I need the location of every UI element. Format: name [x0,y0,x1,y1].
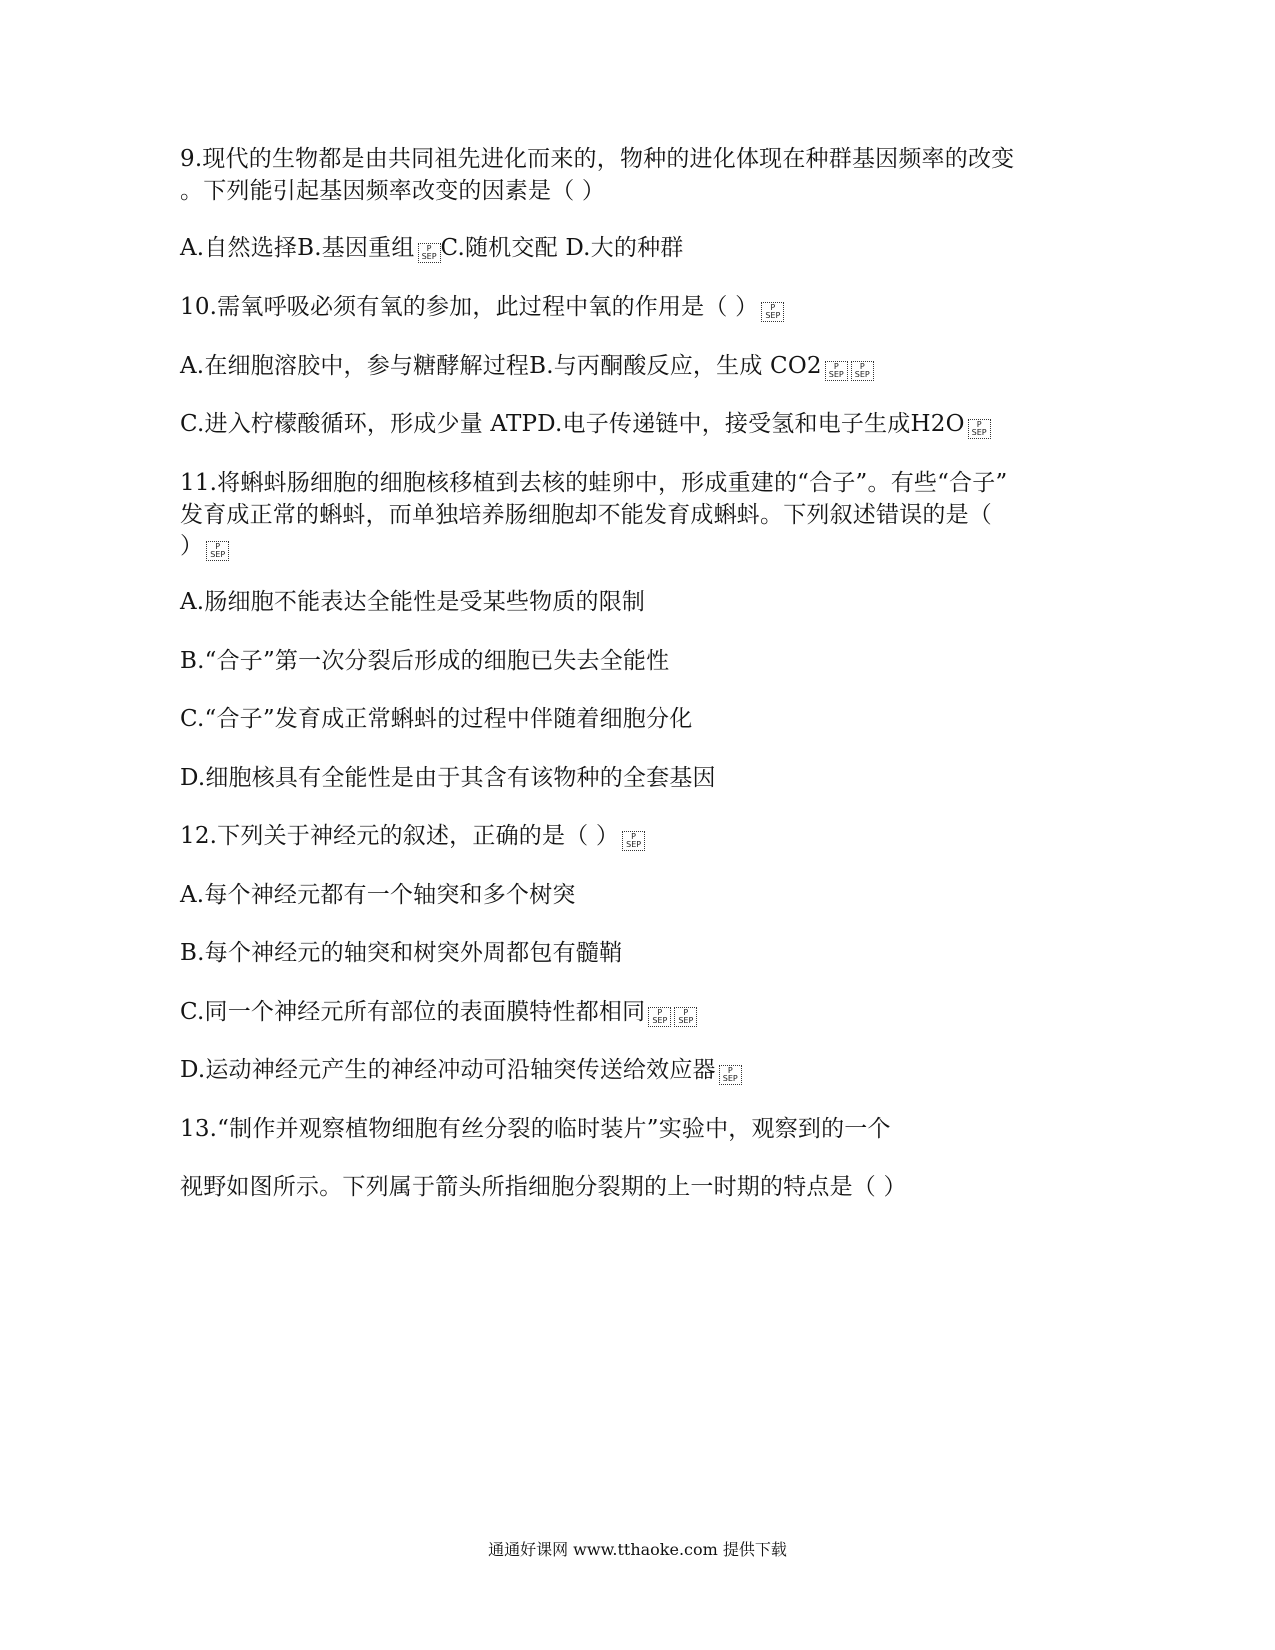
sep-control-glyph: P SEP [206,541,229,561]
q12-option-b [180,938,622,968]
line-text: C.“合子”发育成正常蝌蚪的过程中伴随着细胞分化 [180,706,693,732]
line-text: 11.将蝌蚪肠细胞的细胞核移植到去核的蛙卵中，形成重建的“合子”。有些“合子” [180,470,1008,496]
line-text: 。下列能引起基因频率改变的因素是（ ） [180,178,606,204]
q9-options [180,233,683,263]
q12-option-a [180,880,576,910]
line-text: A.自然选择B.基因重组 [180,235,415,261]
q12-option-d [180,1055,742,1085]
sep-control-glyph: P SEP [719,1065,742,1085]
line-text: ） [180,533,204,559]
sep-control-glyph: P SEP [622,831,645,851]
line-text: C.同一个神经元所有部位的表面膜特性都相同 [180,999,646,1025]
line-text: C.进入柠檬酸循环，形成少量 ATPD.电子传递链中，接受氢和电子生成H2O [180,411,965,437]
q11-option-c [180,704,692,734]
line-text: 9.现代的生物都是由共同祖先进化而来的，物种的进化体现在种群基因频率的改变 [180,146,1015,172]
q13-stem-line-2 [180,1172,907,1202]
sep-control-glyph: P SEP [825,361,848,381]
line-text: 发育成正常的蝌蚪，而单独培养肠细胞却不能发育成蝌蚪。下列叙述错误的是（ [180,502,992,528]
line-text: 视野如图所示。下列属于箭头所指细胞分裂期的上一时期的特点是（ ） [180,1174,907,1200]
q10-options-line-2 [180,409,991,439]
q10-stem [180,292,784,322]
q11-option-b [180,646,669,676]
q9-stem-line-1 [180,144,1014,174]
q10-options-line-1 [180,351,874,381]
line-text: 12.下列关于神经元的叙述，正确的是（ ） [180,823,620,849]
line-text: 10.需氧呼吸必须有氧的参加，此过程中氧的作用是（ ） [180,294,759,320]
sep-control-glyph: P SEP [761,302,784,322]
line-text: A.在细胞溶胶中，参与糖酵解过程B.与丙酮酸反应，生成 CO2 [180,353,822,379]
sep-control-glyph: P SEP [418,243,441,263]
line-text: A.肠细胞不能表达全能性是受某些物质的限制 [180,589,646,615]
q9-stem-line-2 [180,176,605,206]
q11-stem-line-2 [180,500,992,530]
q12-stem [180,821,645,851]
line-text: A.每个神经元都有一个轴突和多个树突 [180,882,576,908]
sep-control-glyph: P SEP [968,419,991,439]
line-text: B.“合子”第一次分裂后形成的细胞已失去全能性 [180,648,670,674]
line-text-after: C.随机交配 D.大的种群 [440,235,684,261]
q13-stem-line-1 [180,1114,891,1144]
sep-control-glyph: P SEP [674,1007,697,1027]
download-footer: 通通好课网 www.tthaoke.com 提供下载 [488,1540,787,1559]
line-text: D.细胞核具有全能性是由于其含有该物种的全套基因 [180,765,716,791]
q11-option-a [180,587,645,617]
q11-stem-line-1 [180,468,1007,498]
q11-stem-line-3 [180,531,229,561]
sep-control-glyph: P SEP [851,361,874,381]
q11-option-d [180,763,716,793]
line-text: B.每个神经元的轴突和树突外周都包有髓鞘 [180,940,623,966]
q12-option-c [180,997,697,1027]
line-text: D.运动神经元产生的神经冲动可沿轴突传送给效应器 [180,1057,716,1083]
sep-control-glyph: P SEP [648,1007,671,1027]
line-text: 13.“制作并观察植物细胞有丝分裂的临时装片”实验中，观察到的一个 [180,1116,891,1142]
